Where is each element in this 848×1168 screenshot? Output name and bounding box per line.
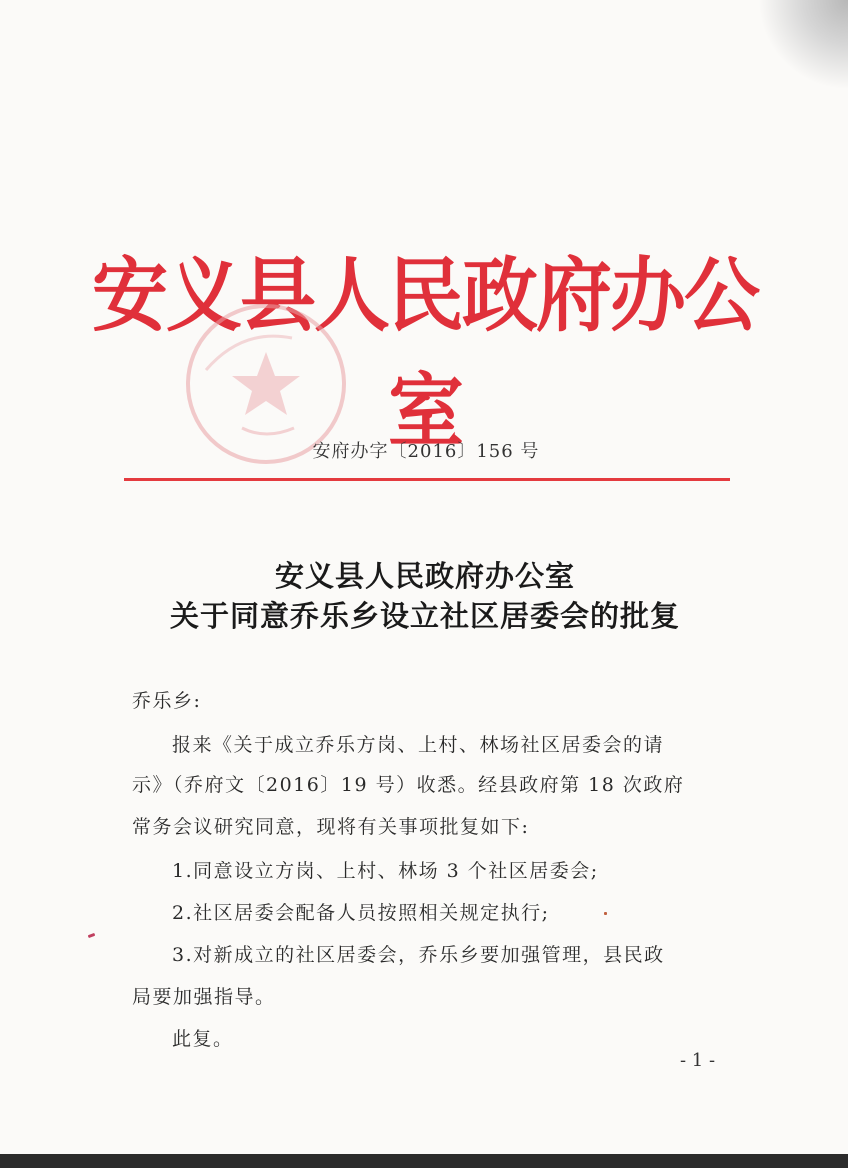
body-line-6: 3.对新成立的社区居委会，乔乐乡要加强管理，县民政	[172, 944, 665, 966]
scan-speck	[604, 912, 607, 915]
body-line-5: 2.社区居委会配备人员按照相关规定执行;	[172, 902, 550, 924]
body-line-4: 1.同意设立方岗、上村、林场 3 个社区居委会;	[172, 860, 599, 882]
letterhead-org-name: 安义县人民政府办公室	[92, 248, 758, 459]
body-line-2: 示》（乔府文〔2016〕19 号）收悉。经县政府第 18 次政府	[132, 774, 685, 796]
red-divider-rule	[124, 478, 730, 481]
addressee: 乔乐乡:	[132, 690, 202, 712]
body-line-1: 报来《关于成立乔乐方岗、上村、林场社区居委会的请	[172, 734, 665, 756]
closing-line: 此复。	[172, 1028, 234, 1050]
scan-corner-shadow	[758, 0, 848, 90]
body-line-7: 局要加强指导。	[132, 986, 276, 1008]
document-number: 安府办字〔2016〕156 号	[312, 441, 540, 462]
document-title-line-2: 关于同意乔乐乡设立社区居委会的批复	[169, 599, 680, 633]
body-line-3: 常务会议研究同意，现将有关事项批复如下:	[132, 816, 530, 838]
document-title-line-1: 安义县人民政府办公室	[274, 559, 575, 593]
scan-speck	[88, 933, 96, 938]
page-number: - 1 -	[680, 1050, 716, 1071]
scan-bottom-edge	[0, 1154, 848, 1168]
